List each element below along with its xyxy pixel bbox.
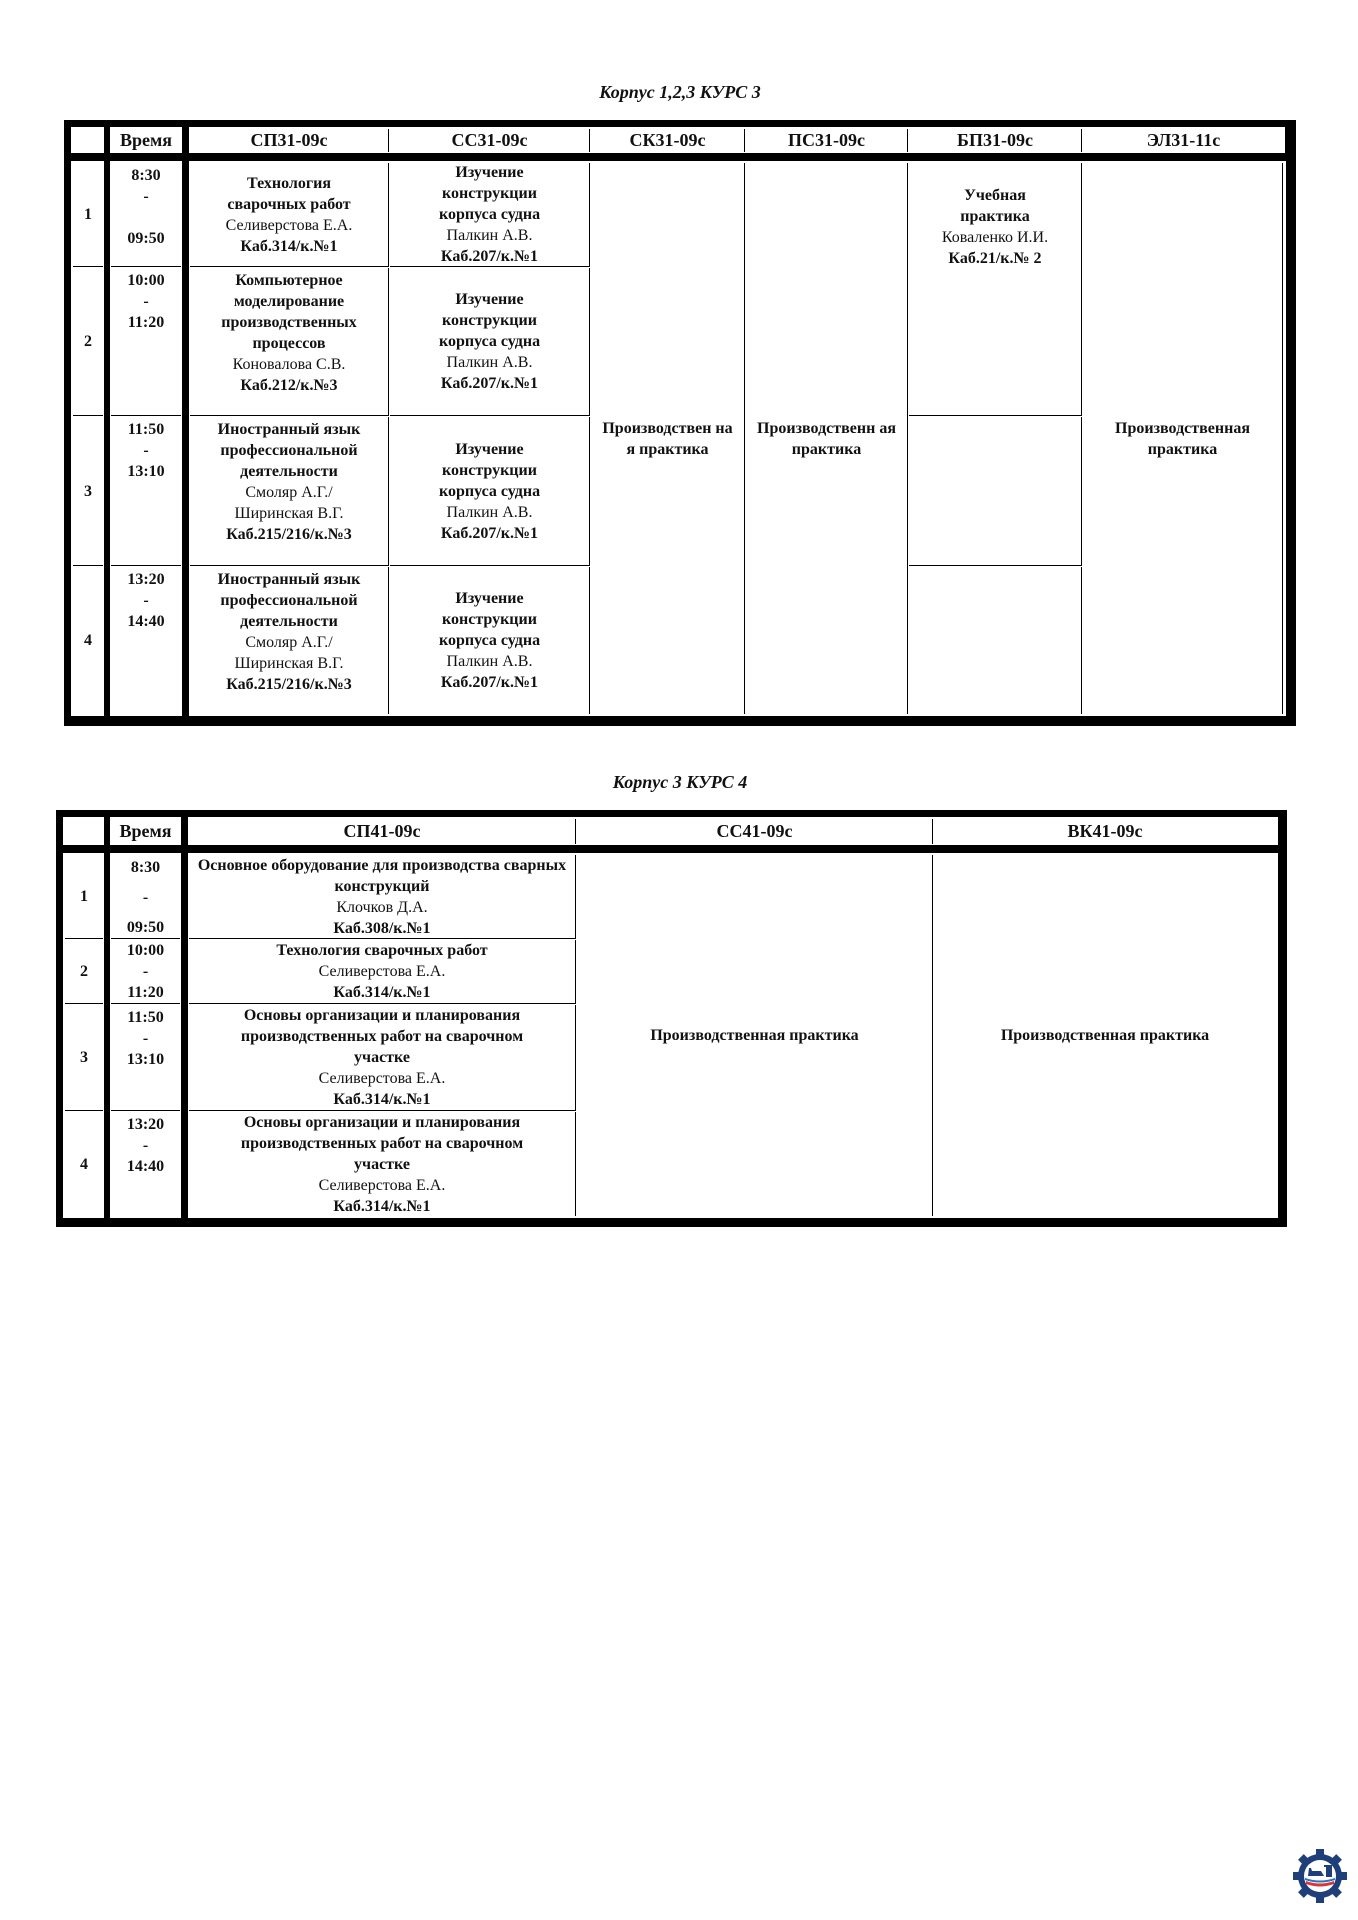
lesson-cell xyxy=(390,163,590,267)
lesson-teacher: Палкин А.В. xyxy=(446,227,533,244)
table1-title: Корпус 1,2,3 КУРС 3 xyxy=(599,82,761,102)
header-bottom-line xyxy=(71,153,1293,161)
time-slot-2 xyxy=(111,268,181,416)
lesson-subject: Производственная практика xyxy=(1000,1027,1210,1044)
lesson-teacher: Селиверстова Е.А. xyxy=(318,1070,446,1087)
lesson-cell xyxy=(190,417,389,566)
lesson-teacher: Селиверстова Е.А. xyxy=(225,216,353,234)
lesson-teacher: Палкин А.В. xyxy=(446,503,533,521)
time-start: 10:00 xyxy=(127,272,165,289)
time-slot-3 xyxy=(111,1005,180,1111)
row-num-1: 1 xyxy=(65,855,103,939)
lesson-subject: Производственн ая практика xyxy=(757,419,896,458)
time-start: 8:30 xyxy=(131,167,161,184)
lesson-subject: Основы организации и планирования производственных работ на сварочном участке xyxy=(240,1007,524,1066)
lesson-subject: Изучение конструкции корпуса судна xyxy=(438,440,541,500)
time-dash: - xyxy=(143,592,149,609)
header-group-ss31: СС31-09с xyxy=(390,129,590,152)
lesson-cell-merged xyxy=(577,855,933,1216)
col-sep-time xyxy=(181,817,188,1218)
lesson-room: Каб.314/к.№1 xyxy=(333,984,431,1001)
lesson-cell xyxy=(390,268,590,416)
lesson-subject: Производственная практика xyxy=(650,1027,859,1044)
lesson-cell xyxy=(390,417,590,566)
lesson-room: Каб.215/216/к.№3 xyxy=(226,676,352,693)
header-group-el31: ЭЛ31-11с xyxy=(1083,129,1284,152)
lesson-subject: Изучение конструкции корпуса судна xyxy=(438,164,541,223)
row-num-2: 2 xyxy=(73,268,103,416)
lesson-subject: Технология сварочных работ xyxy=(276,942,488,959)
time-dash: - xyxy=(142,1030,149,1047)
lesson-room: Каб.207/к.№1 xyxy=(440,674,539,691)
time-slot-1 xyxy=(111,855,180,939)
header-group-sp41: СП41-09с xyxy=(189,819,576,844)
header-num xyxy=(73,129,103,152)
col-sep-time xyxy=(182,127,189,716)
time-start: 13:20 xyxy=(127,571,165,588)
lesson-cell xyxy=(190,163,389,267)
time-start: 10:00 xyxy=(126,942,165,959)
time-slot-4 xyxy=(111,1112,180,1216)
time-end: 11:20 xyxy=(127,314,165,331)
col-sep-num xyxy=(104,817,110,1218)
time-slot-3 xyxy=(111,417,181,566)
lesson-room: Каб.308/к.№1 xyxy=(333,919,431,937)
header-group-ps31: ПС31-09с xyxy=(746,129,908,152)
lesson-cell xyxy=(909,163,1082,416)
lesson-teacher: Селиверстова Е.А. xyxy=(318,1176,446,1194)
lesson-teacher: Коновалова С.В. xyxy=(232,356,346,373)
lesson-cell xyxy=(190,268,389,416)
row-num-4: 4 xyxy=(73,567,103,714)
col-sep-num xyxy=(104,127,110,716)
lesson-room: Каб.314/к.№1 xyxy=(333,1091,431,1108)
time-slot-2 xyxy=(111,940,180,1004)
lesson-room: Каб.207/к.№1 xyxy=(440,375,539,392)
time-dash: - xyxy=(143,293,149,310)
time-end: 14:40 xyxy=(127,613,165,630)
lesson-cell-empty xyxy=(909,417,1082,566)
row-num-2: 2 xyxy=(65,940,103,1004)
lesson-subject: Технология сварочных работ xyxy=(227,174,351,213)
lesson-teacher: Коваленко И.И. xyxy=(941,229,1049,246)
time-end: 09:50 xyxy=(126,919,165,936)
lesson-cell-merged xyxy=(934,855,1276,1216)
header-time: Время xyxy=(111,129,181,152)
time-start: 13:20 xyxy=(126,1116,165,1133)
header-group-ss41: СС41-09с xyxy=(577,819,933,844)
time-start: 11:50 xyxy=(127,421,165,438)
header-bottom-line xyxy=(63,845,1278,853)
lesson-subject: Основное оборудование для производства сварных конструкций xyxy=(197,856,567,895)
lesson-teacher: Палкин А.В. xyxy=(446,354,533,371)
lesson-cell xyxy=(390,567,590,714)
header-time: Время xyxy=(111,819,180,844)
lesson-room: Каб.212/к.№3 xyxy=(240,377,338,394)
lesson-subject: Основы организации и планирования производственных работ на сварочном участке xyxy=(240,1113,524,1173)
lesson-cell xyxy=(190,567,389,714)
lesson-cell-merged xyxy=(1083,163,1283,714)
lesson-room: Каб.314/к.№1 xyxy=(333,1197,431,1215)
lesson-teacher: Смоляр А.Г./Ширинская В.Г. xyxy=(234,484,344,522)
college-gear-ship-logo-icon xyxy=(1292,1848,1348,1904)
time-start: 8:30 xyxy=(130,859,161,876)
lesson-cell xyxy=(189,1005,576,1111)
lesson-room: Каб.207/к.№1 xyxy=(440,248,539,265)
lesson-room: Каб.215/216/к.№3 xyxy=(226,526,352,543)
lesson-teacher: Смоляр А.Г./Ширинская В.Г. xyxy=(234,634,344,672)
time-dash: - xyxy=(143,188,149,205)
lesson-subject: Изучение конструкции корпуса судна xyxy=(438,291,541,350)
lesson-subject: Иностранный язык профессиональной деятельности xyxy=(217,421,361,480)
lesson-subject: Производствен ная практика xyxy=(602,419,733,458)
lesson-cell xyxy=(189,1112,576,1216)
row-num-3: 3 xyxy=(65,1005,103,1111)
time-start: 11:50 xyxy=(127,1009,164,1026)
lesson-subject: Производственная практика xyxy=(1115,419,1250,458)
time-slot-1 xyxy=(111,163,181,267)
time-end: 11:20 xyxy=(127,984,164,1001)
time-slot-4 xyxy=(111,567,181,714)
header-group-bp31: БП31-09с xyxy=(909,129,1082,152)
lesson-subject: Учебная практика xyxy=(960,187,1030,225)
lesson-room: Каб.21/к.№ 2 xyxy=(948,250,1042,267)
lesson-cell xyxy=(189,940,576,1004)
row-num-4: 4 xyxy=(65,1112,103,1216)
time-end: 13:10 xyxy=(126,1051,165,1068)
time-dash: - xyxy=(142,1137,149,1154)
table2-title: Корпус 3 КУРС 4 xyxy=(612,772,748,792)
time-dash: - xyxy=(142,963,149,980)
row-num-3: 3 xyxy=(73,417,103,566)
time-end: 09:50 xyxy=(127,230,165,247)
lesson-subject: Иностранный язык профессиональной деятельности xyxy=(217,571,361,630)
header-group-sk31: СК31-09с xyxy=(591,129,745,152)
header-num xyxy=(65,819,103,844)
time-dash: - xyxy=(142,889,149,906)
header-group-sp31: СП31-09с xyxy=(190,129,389,152)
time-dash: - xyxy=(143,442,149,459)
lesson-room: Каб.207/к.№1 xyxy=(440,524,539,542)
lesson-subject: Изучение конструкции корпуса судна xyxy=(438,590,541,649)
lesson-cell xyxy=(189,855,576,939)
lesson-cell-empty xyxy=(909,567,1082,714)
lesson-room: Каб.314/к.№1 xyxy=(240,237,338,255)
time-end: 14:40 xyxy=(126,1158,165,1175)
time-end: 13:10 xyxy=(127,463,165,480)
lesson-teacher: Селиверстова Е.А. xyxy=(318,963,446,980)
lesson-cell-merged xyxy=(746,163,908,714)
lesson-teacher: Палкин А.В. xyxy=(446,653,533,670)
row-num-1: 1 xyxy=(73,163,103,267)
header-group-vk41: ВК41-09с xyxy=(934,819,1276,844)
lesson-teacher: Клочков Д.А. xyxy=(336,898,428,916)
lesson-subject: Компьютерное моделирование производственных процессов xyxy=(221,272,357,352)
lesson-cell-merged xyxy=(591,163,745,714)
header-right-thick xyxy=(1285,127,1293,157)
